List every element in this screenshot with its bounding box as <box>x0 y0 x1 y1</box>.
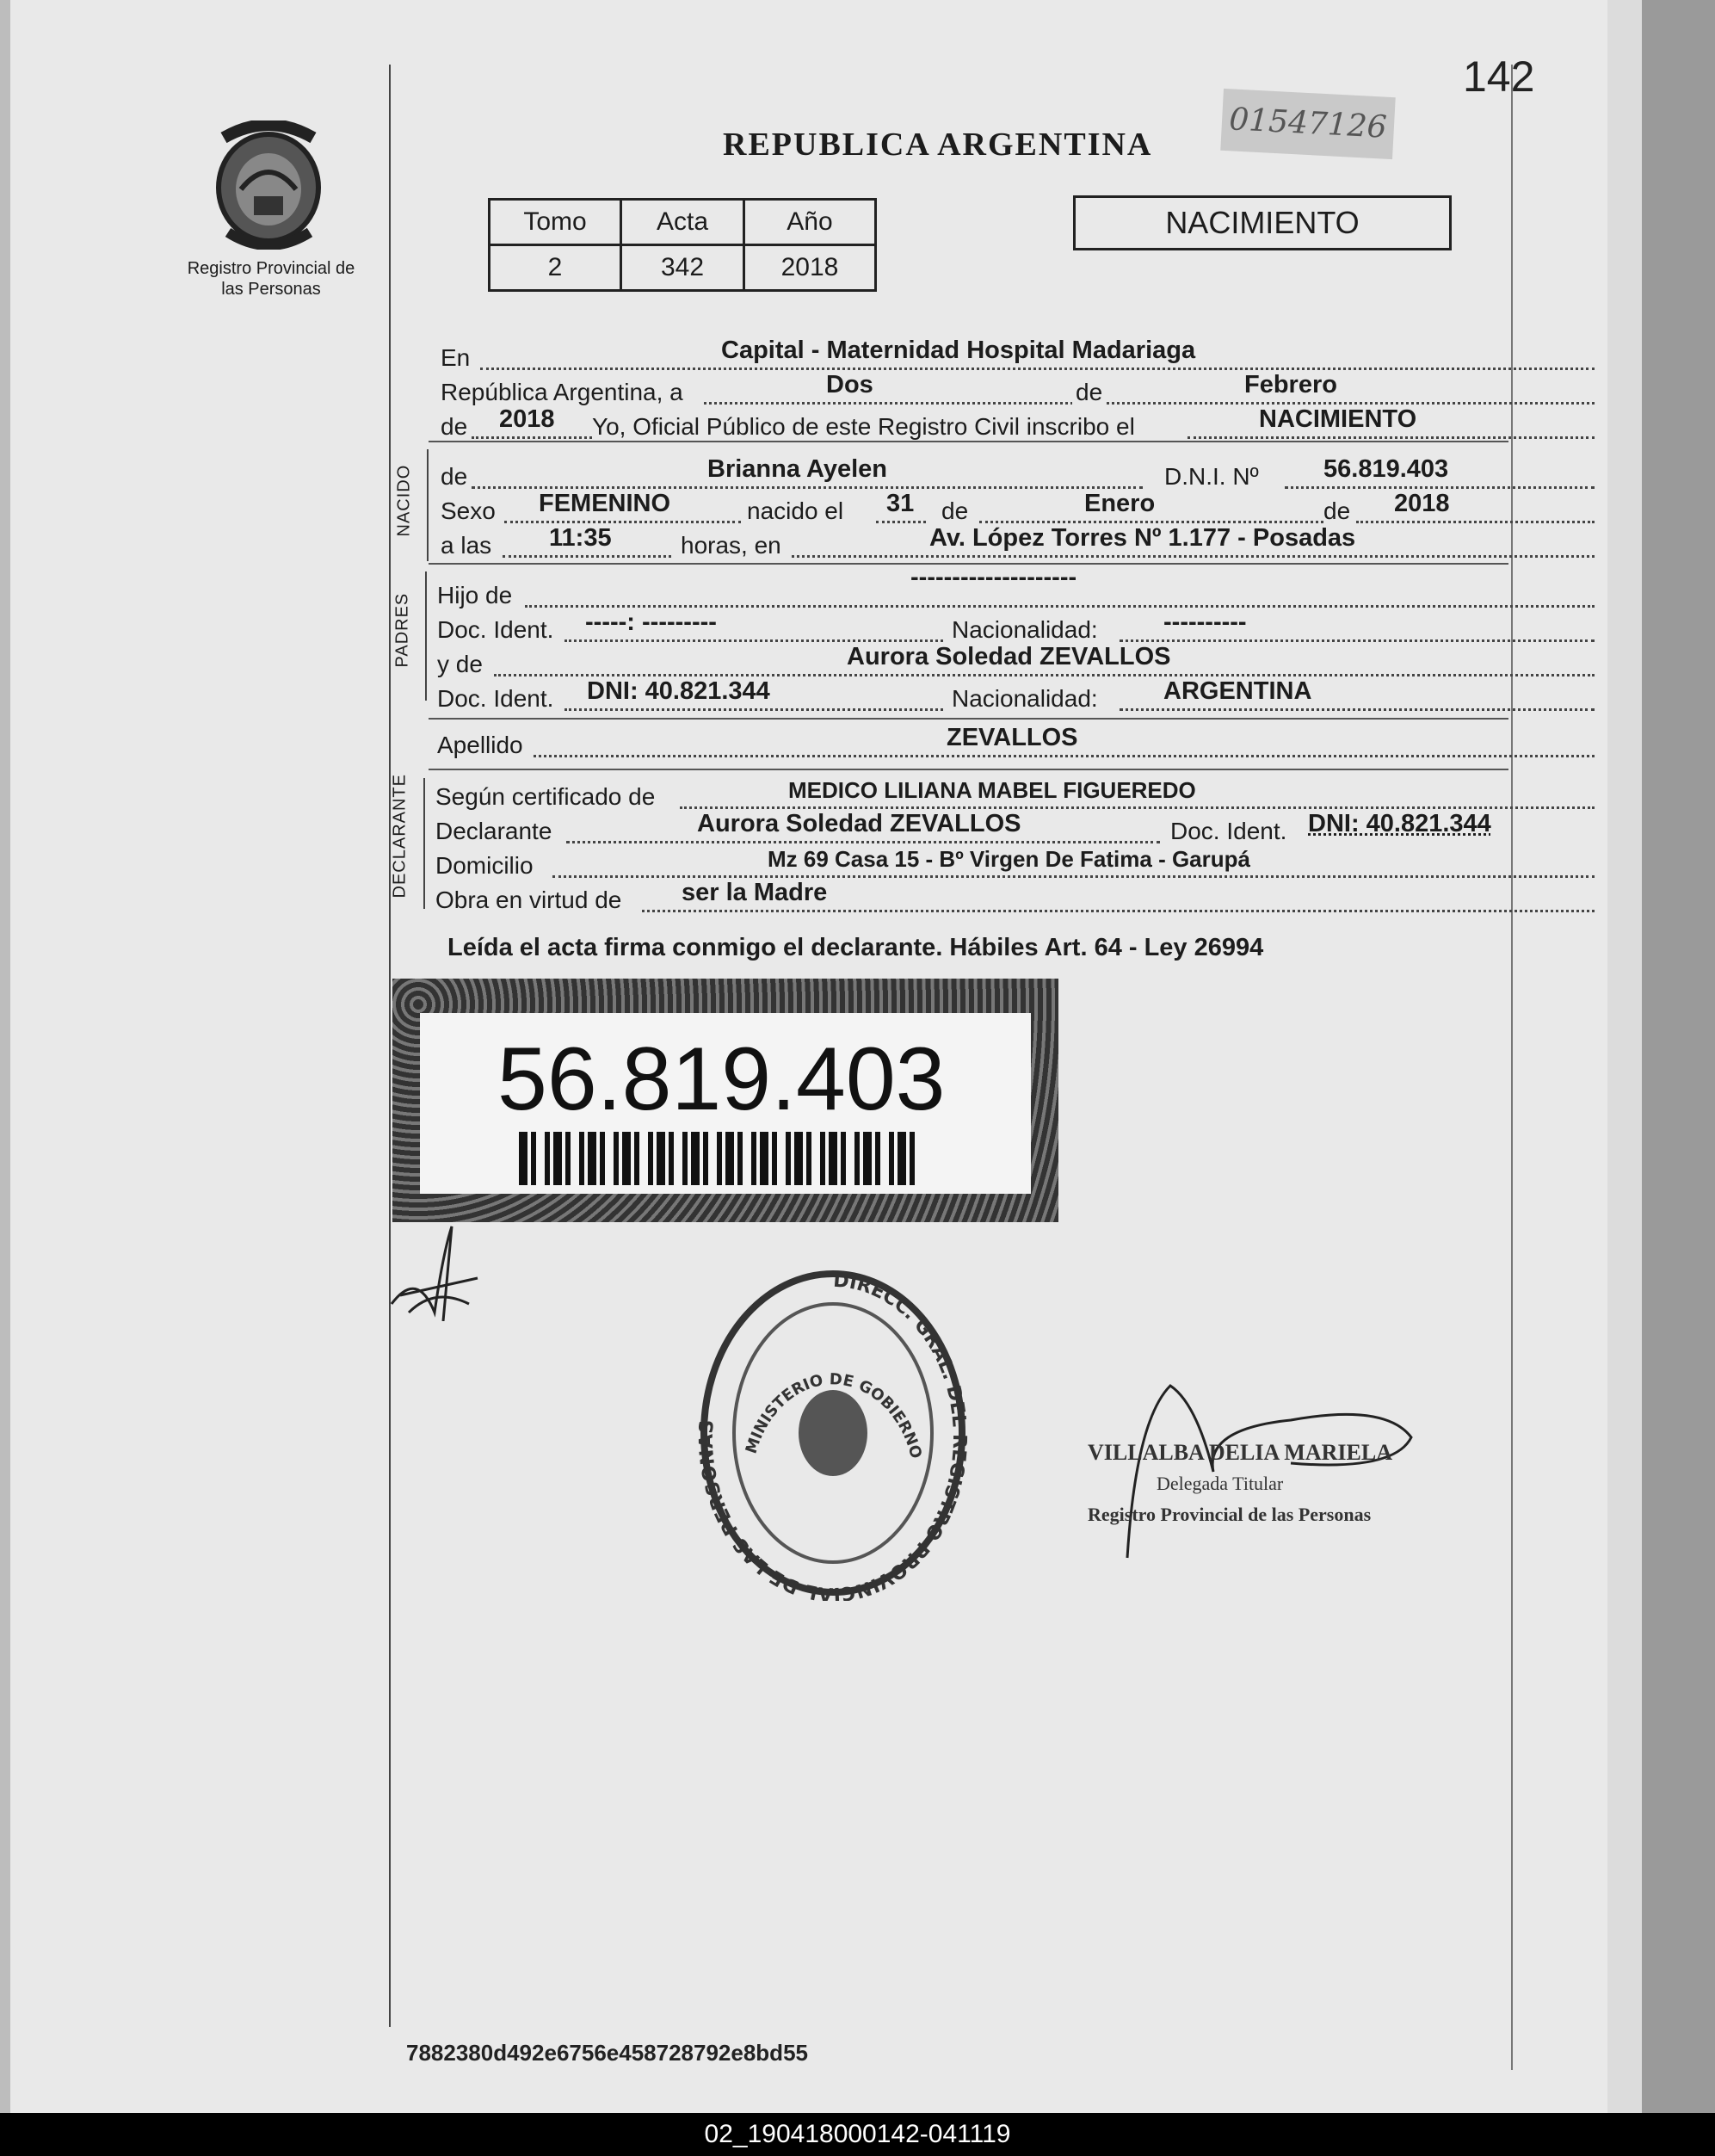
declarant-name: Aurora Soledad ZEVALLOS <box>697 810 1021 837</box>
certificate-label: Según certificado de <box>435 783 656 810</box>
birth-day: 31 <box>886 490 915 517</box>
father-value: -------------------- <box>910 564 1077 591</box>
document-hash: 7882380d492e6756e458728792e8bd55 <box>406 2040 808 2066</box>
mother-row <box>437 644 1595 678</box>
registry-logo-text: Registro Provincial de las Personas <box>187 259 355 299</box>
date-row <box>437 372 1595 406</box>
year-row <box>437 406 1595 441</box>
birth-time-row <box>437 525 1595 559</box>
registry-table <box>488 198 877 292</box>
year-de-label: de <box>441 413 468 440</box>
father-label: Hijo de <box>437 582 513 608</box>
year-text: Yo, Oficial Público de este Registro Civil inscribo el <box>592 413 1135 440</box>
officer-stamp <box>1088 1437 1392 1530</box>
mother-doc-label: Doc. Ident. <box>437 685 554 712</box>
child-dni: 56.819.403 <box>1323 455 1449 483</box>
birth-de2-label: de <box>1323 497 1351 524</box>
section-bar <box>427 449 429 561</box>
margin-line <box>389 65 391 2027</box>
father-row <box>437 564 1595 609</box>
value-tomo: 2 <box>490 245 621 291</box>
mother-name: Aurora Soledad ZEVALLOS <box>847 643 1171 670</box>
obra-label: Obra en virtud de <box>435 886 622 913</box>
certificate-row <box>437 776 1595 811</box>
surname-label: Apellido <box>437 732 523 758</box>
domicile-row <box>437 845 1595 880</box>
dni-label: D.N.I. Nº <box>1164 463 1259 490</box>
hours-label: horas, en <box>681 532 781 559</box>
surname-row <box>437 725 1595 759</box>
separator <box>429 441 1508 442</box>
place-value: Capital - Maternidad Hospital Madariaga <box>721 337 1196 364</box>
dni-stamp-number: 56.819.403 <box>497 1029 946 1129</box>
dni-stamp <box>392 979 1058 1222</box>
birth-de-label: de <box>941 497 969 524</box>
child-de-label: de <box>441 463 468 490</box>
father-doc-label: Doc. Ident. <box>437 616 554 643</box>
place-label: En <box>441 344 471 371</box>
separator <box>429 769 1508 770</box>
declarant-doc-label: Doc. Ident. <box>1170 818 1287 844</box>
mother-nat-label: Nacionalidad: <box>952 685 1098 712</box>
time-label: a las <box>441 532 492 559</box>
section-bar <box>425 571 427 701</box>
background-edge <box>1639 0 1715 2113</box>
serial-stamp: 01547126 <box>1220 89 1395 159</box>
separator <box>429 718 1508 720</box>
footer-filename: 02_190418000142-041119 <box>0 2113 1715 2156</box>
officer-name: VILLALBA DELIA MARIELA <box>1088 1440 1392 1465</box>
declarant-doc: DNI: 40.821.344 <box>1308 810 1491 837</box>
document-title: REPUBLICA ARGENTINA <box>723 127 1153 163</box>
mother-doc-row <box>437 678 1595 713</box>
obra-value: ser la Madre <box>682 879 828 906</box>
section-padres-label: PADRES <box>392 592 412 668</box>
page-number: 142 <box>1463 53 1535 101</box>
seal-text: DIRECC. GRAL. DEL REGISTRO PROVINCIAL DE LAS PERSONAS <box>695 1270 971 1601</box>
dni-stamp-inner <box>420 1013 1031 1194</box>
official-seal-icon <box>695 1265 971 1601</box>
declarant-signature-icon <box>383 1218 486 1321</box>
barcode-icon <box>519 1132 923 1185</box>
section-nacido-label: NACIDO <box>394 464 414 537</box>
father-doc-row <box>437 609 1595 644</box>
mother-nationality: ARGENTINA <box>1163 677 1312 705</box>
header-ano: Año <box>744 200 876 245</box>
mother-doc: DNI: 40.821.344 <box>587 677 770 705</box>
date-label: República Argentina, a <box>441 379 683 405</box>
page-fold <box>1607 0 1642 2113</box>
year-value: 2018 <box>499 405 555 433</box>
place-row <box>437 337 1595 372</box>
born-label: nacido el <box>747 497 844 524</box>
father-nationality: ---------- <box>1163 608 1247 636</box>
act-registered: NACIMIENTO <box>1259 405 1417 433</box>
sex-label: Sexo <box>441 497 496 524</box>
surname-value: ZEVALLOS <box>947 724 1078 751</box>
seal-inner-text: MINISTERIO DE GOBIERNO <box>742 1370 926 1461</box>
birth-time: 11:35 <box>549 524 612 552</box>
obra-row <box>437 880 1595 914</box>
domicile-label: Domicilio <box>435 852 534 879</box>
closing-statement: Leída el acta firma conmigo el declarante. Hábiles Art. 64 - Ley 26994 <box>447 934 1264 961</box>
value-acta: 342 <box>621 245 744 291</box>
declarant-row <box>437 811 1595 845</box>
value-ano: 2018 <box>744 245 876 291</box>
certificate-value: MEDICO LILIANA MABEL FIGUEREDO <box>788 777 1196 803</box>
mother-label: y de <box>437 651 483 677</box>
date-de-label: de <box>1072 379 1106 406</box>
sex-value: FEMENINO <box>539 490 671 517</box>
declarant-label: Declarante <box>435 818 552 844</box>
sex-row <box>437 491 1595 525</box>
officer-title: Delegada Titular <box>1157 1473 1284 1494</box>
domicile-value: Mz 69 Casa 15 - Bº Virgen De Fatima - Garupá <box>768 846 1250 872</box>
birth-year: 2018 <box>1394 490 1450 517</box>
act-type-box: NACIMIENTO <box>1073 195 1452 250</box>
officer-office: Registro Provincial de las Personas <box>1088 1504 1372 1525</box>
section-declarante-label: DECLARANTE <box>390 774 410 899</box>
header-tomo: Tomo <box>490 200 621 245</box>
provincial-emblem-icon <box>207 120 331 250</box>
header-acta: Acta <box>621 200 744 245</box>
date-month: Febrero <box>1244 371 1337 398</box>
birth-address: Av. López Torres Nº 1.177 - Posadas <box>929 524 1356 552</box>
section-bar <box>423 778 425 909</box>
date-day: Dos <box>826 371 873 398</box>
father-doc: -----: --------- <box>585 608 717 636</box>
child-name-row <box>437 456 1595 491</box>
child-name: Brianna Ayelen <box>707 455 887 483</box>
father-nat-label: Nacionalidad: <box>952 616 1098 643</box>
birth-month: Enero <box>1084 490 1156 517</box>
